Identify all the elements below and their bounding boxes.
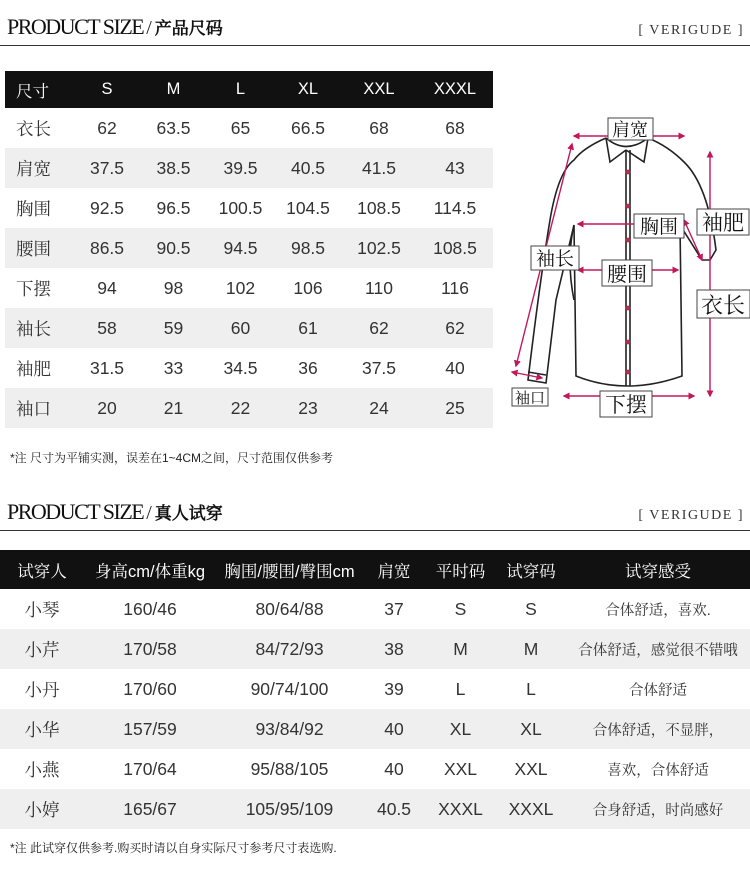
row-label-cell: 衣长 xyxy=(16,118,51,139)
table-cell: 108.5 xyxy=(417,228,493,268)
row-label-cell: 袖口 xyxy=(5,388,73,428)
table-cell: 39 xyxy=(384,678,404,699)
table-cell: 40 xyxy=(445,357,465,378)
table-cell: 170/64 xyxy=(123,758,177,779)
row-label-cell: 小芹 xyxy=(0,629,84,669)
table-cell: 合体舒适 xyxy=(629,682,687,699)
table-cell: 98.5 xyxy=(275,228,341,268)
table-row xyxy=(5,108,493,148)
table-cell: 合体舒适，感觉很不错哦 xyxy=(566,629,750,669)
table-cell: 170/60 xyxy=(123,678,177,699)
table-cell: 37.5 xyxy=(73,148,141,188)
table-cell: 165/67 xyxy=(84,789,216,829)
table-row xyxy=(5,188,493,228)
table-cell: 23 xyxy=(275,388,341,428)
table-cell: 84/72/93 xyxy=(216,629,363,669)
row-label-cell: 胸围 xyxy=(16,198,51,219)
table-cell: 93/84/92 xyxy=(216,709,363,749)
table-header-row xyxy=(5,71,493,108)
shirt-measurement-diagram xyxy=(498,110,750,422)
table-cell: L xyxy=(526,678,536,699)
section-title-en: PRODUCT SIZE xyxy=(7,14,144,39)
table-cell: 41.5 xyxy=(341,148,417,188)
table-cell: 63.5 xyxy=(156,117,191,138)
table-cell: 40 xyxy=(363,709,425,749)
table-cell: 39.5 xyxy=(206,148,275,188)
table-cell: M xyxy=(496,629,566,669)
row-label-cell: 腰围 xyxy=(5,228,73,268)
label-chest: 胸围 xyxy=(639,216,679,238)
table-cell: 37 xyxy=(384,598,404,619)
table-cell: 33 xyxy=(163,357,184,378)
table-cell: 98 xyxy=(163,277,184,298)
table-cell: XXXL xyxy=(496,789,566,829)
table-row xyxy=(0,589,750,629)
row-label-cell: 肩宽 xyxy=(5,148,73,188)
table-cell: 106 xyxy=(293,277,323,298)
label-shoulder: 肩宽 xyxy=(612,120,648,141)
tryon-table xyxy=(0,550,750,829)
table-cell: M xyxy=(425,629,496,669)
table-cell: 92.5 xyxy=(89,197,125,218)
table-cell: 60 xyxy=(206,308,275,348)
table-row xyxy=(5,308,493,348)
table-cell: 合体舒适，喜欢. xyxy=(605,602,711,619)
label-hem: 下摆 xyxy=(605,393,647,417)
label-length: 衣长 xyxy=(700,294,746,319)
table-cell: 110 xyxy=(365,277,393,298)
header-cell: S xyxy=(73,71,141,108)
table-cell: 40.5 xyxy=(275,148,341,188)
table-row xyxy=(5,348,493,388)
table-row xyxy=(0,669,750,709)
table-cell: 160/46 xyxy=(123,598,177,619)
table-cell: 61 xyxy=(275,308,341,348)
table-cell: 105/95/109 xyxy=(216,789,363,829)
row-label-cell: 小婷 xyxy=(0,789,84,829)
table-cell: 68 xyxy=(369,117,389,138)
row-label-cell: 袖长 xyxy=(5,308,73,348)
table-cell: 36 xyxy=(298,357,318,378)
table-cell: 31.5 xyxy=(89,357,125,378)
header-cell: 身高cm/体重kg xyxy=(84,550,216,589)
table-cell: 合体舒适，不显胖， xyxy=(566,709,750,749)
table-cell: 62 xyxy=(341,308,417,348)
table-cell: S xyxy=(454,598,467,619)
size-note: *注 尺寸为平铺实测，误差在1~4CM之间，尺寸范围仅供参考 xyxy=(10,451,334,465)
table-cell: 95/88/105 xyxy=(250,758,329,779)
table-cell: 38 xyxy=(363,629,425,669)
table-cell: 40.5 xyxy=(363,789,425,829)
table-row xyxy=(5,228,493,268)
header-cell: 肩宽 xyxy=(363,550,425,589)
table-cell: 21 xyxy=(141,388,206,428)
table-cell: L xyxy=(455,678,466,699)
table-cell: 38.5 xyxy=(141,148,206,188)
table-cell: 合身舒适，时尚感好 xyxy=(566,789,750,829)
table-cell: 90/74/100 xyxy=(250,678,329,699)
table-cell: 22 xyxy=(206,388,275,428)
tryon-section-header xyxy=(0,497,750,531)
table-cell: XL xyxy=(496,709,566,749)
row-label-cell: 袖肥 xyxy=(16,358,51,379)
size-section-header xyxy=(0,12,750,46)
table-cell: 86.5 xyxy=(73,228,141,268)
table-cell: 80/64/88 xyxy=(255,598,324,619)
table-cell: XXL xyxy=(443,758,478,779)
table-cell: 40 xyxy=(384,758,404,779)
table-cell: 25 xyxy=(417,388,493,428)
header-cell: 试穿码 xyxy=(496,550,566,589)
table-row xyxy=(0,789,750,829)
table-row xyxy=(5,268,493,308)
section-title-zh: 真人试穿 xyxy=(154,504,223,523)
row-label-cell: 下摆 xyxy=(16,278,51,299)
tryon-note: *注 此试穿仅供参考.购买时请以自身实际尺寸参考尺寸表选购. xyxy=(10,841,337,855)
header-cell: L xyxy=(206,71,275,108)
table-cell: 24 xyxy=(341,388,417,428)
label-sleeve-width: 袖肥 xyxy=(702,211,744,235)
table-cell: S xyxy=(525,598,537,619)
table-cell: 34.5 xyxy=(223,357,258,378)
section-title-zh: 产品尺码 xyxy=(154,19,223,38)
table-cell: 62 xyxy=(97,117,117,138)
table-cell: 157/59 xyxy=(84,709,216,749)
table-row xyxy=(5,388,493,428)
table-cell: 喜欢，合体舒适 xyxy=(607,762,709,779)
table-cell: 100.5 xyxy=(218,197,263,218)
table-cell: 20 xyxy=(73,388,141,428)
table-cell: 94.5 xyxy=(206,228,275,268)
table-cell: 114.5 xyxy=(433,197,477,218)
table-row xyxy=(0,749,750,789)
table-cell: 104.5 xyxy=(286,197,330,218)
header-cell: XXXL xyxy=(417,71,493,108)
header-cell: 试穿人 xyxy=(0,550,84,589)
table-cell: 108.5 xyxy=(357,197,401,218)
table-row xyxy=(0,629,750,669)
table-row xyxy=(5,148,493,188)
header-cell: M xyxy=(141,71,206,108)
table-cell: 90.5 xyxy=(141,228,206,268)
table-cell: 66.5 xyxy=(290,117,326,138)
row-label-cell: 小琴 xyxy=(24,599,60,620)
table-cell: 58 xyxy=(73,308,141,348)
table-cell: XXL xyxy=(514,758,548,779)
table-row xyxy=(0,709,750,749)
header-cell: XL xyxy=(275,71,341,108)
table-cell: 102.5 xyxy=(341,228,417,268)
table-cell: 62 xyxy=(417,308,493,348)
header-cell: 尺寸 xyxy=(5,71,73,108)
section-title xyxy=(7,14,223,40)
table-cell: 102 xyxy=(225,277,256,298)
row-label-cell: 小燕 xyxy=(24,759,60,780)
row-label-cell: 小丹 xyxy=(24,679,60,700)
table-cell: 68 xyxy=(445,117,465,138)
brand-label: [ VERIGUDE ] xyxy=(638,508,744,523)
table-cell: 37.5 xyxy=(361,357,397,378)
header-cell: 试穿感受 xyxy=(566,550,750,589)
label-waist: 腰围 xyxy=(607,262,647,286)
table-cell: 43 xyxy=(417,148,493,188)
table-cell: 116 xyxy=(441,277,469,298)
label-sleeve-length: 袖长 xyxy=(535,248,575,270)
header-cell: 胸围/腰围/臀围cm xyxy=(216,550,363,589)
table-header-row xyxy=(0,550,750,589)
brand-label: [ VERIGUDE ] xyxy=(638,23,744,38)
title-separator: / xyxy=(146,502,152,524)
table-cell: 94 xyxy=(97,277,117,298)
row-label-cell: 小华 xyxy=(0,709,84,749)
table-cell: 96.5 xyxy=(156,197,191,218)
section-title-en: PRODUCT SIZE xyxy=(7,499,144,524)
table-cell: XL xyxy=(425,709,496,749)
section-title xyxy=(7,499,223,525)
header-cell: XXL xyxy=(341,71,417,108)
title-separator: / xyxy=(146,17,152,39)
table-cell: 170/58 xyxy=(84,629,216,669)
table-cell: XXXL xyxy=(425,789,496,829)
table-cell: 59 xyxy=(141,308,206,348)
header-cell: 平时码 xyxy=(425,550,496,589)
label-cuff: 袖口 xyxy=(514,389,546,407)
table-cell: 65 xyxy=(230,117,251,138)
size-chart-table xyxy=(5,71,493,428)
